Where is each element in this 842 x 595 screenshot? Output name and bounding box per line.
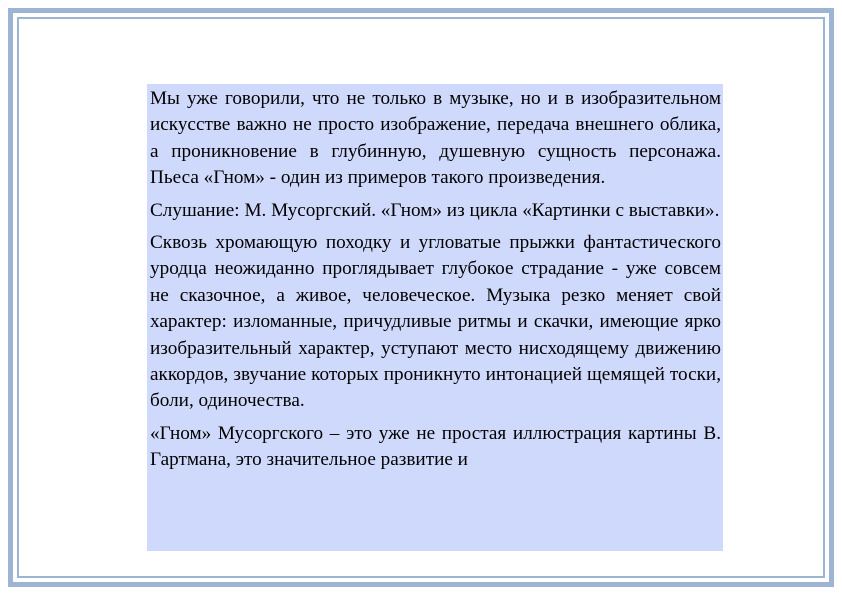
paragraph-intro: Мы уже говорили, что не только в музыке, но и в изобразительном искусстве важно не просто изображение, передача внешнего облика, а проникновение в глубинную, душевную сущность персонажа. Пьеса «Гном» - один из примеров такого произведения. bbox=[150, 88, 721, 189]
text-box bbox=[147, 84, 723, 551]
paragraph-description: Сквозь хромающую походку и угловатые прыжки фантастического уродца неожиданно проглядывает глубокое страдание - уже совсем не сказочное, а живое, человеческое. Музыка резко меняет свой характер: изломанные, причудливые ритмы и скачки, имеющие ярко изобразительный характер, уступают место нисходящему движению аккордов, звучание которых проникнуто интонацией щемящей тоски, боли, одиночества. bbox=[150, 232, 721, 412]
paragraph-listening: Слушание: М. Мусоргский. «Гном» из цикла «Картинки с выставки». bbox=[150, 199, 720, 221]
paragraph-conclusion: «Гном» Мусоргского – это уже не простая иллюстрация картины В. Гартмана, это значительное развитие и bbox=[150, 422, 721, 471]
